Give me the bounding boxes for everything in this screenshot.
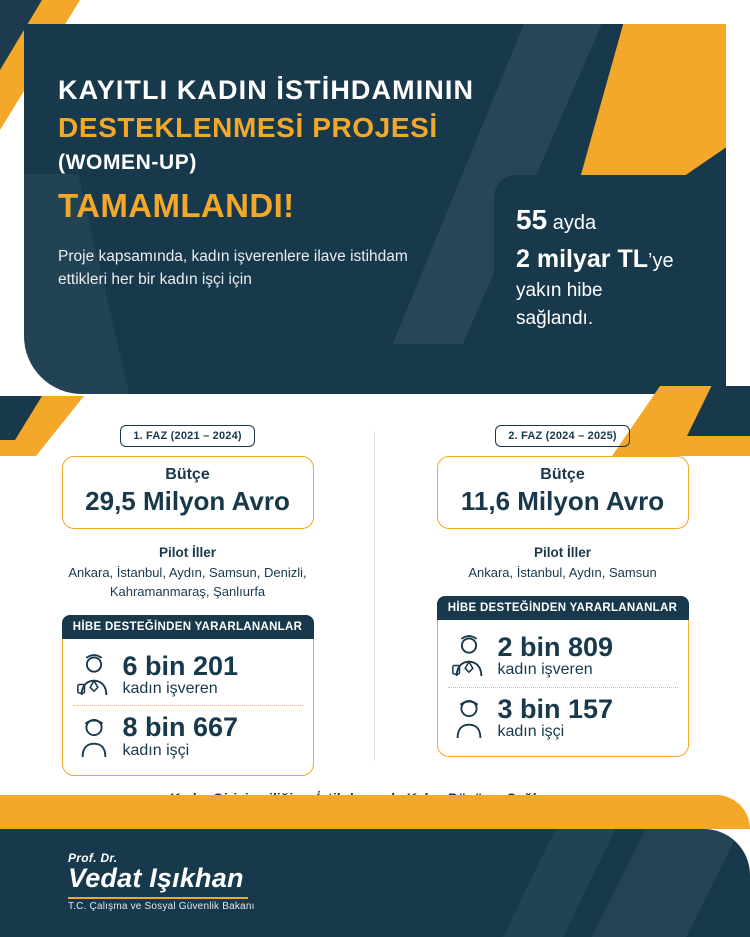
phase-1-row-workers [73,705,303,767]
phase-1-workers-count: 8 bin 667 [122,712,239,743]
phase-1-tag: 1. FAZ (2021 – 2024) [120,425,255,447]
footer-banner [0,829,750,937]
phase-2-grant-header: HİBE DESTEĞİNDEN YARARLANANLAR [437,596,689,620]
hero-title-line-3: (WOMEN-UP) [58,150,197,174]
phase-2-tag: 2. FAZ (2024 – 2025) [495,425,630,447]
grant-amount-line [516,241,706,277]
hero-title-line-4: TAMAMLANDI! [58,186,295,224]
grant-amount-value: 2 milyar TL [516,244,648,273]
grant-total-card [494,175,726,385]
phase-1-pilot-label: Pilot İller [158,545,216,560]
grant-duration-value: 55 [516,204,548,235]
woman-worker-icon [450,696,488,740]
phase-1-row-employers [73,645,303,706]
phase-2-row-employers [448,626,678,687]
phase-1-pilot-cities: Ankara, İstanbul, Aydın, Samsun, Denizli, Kahramanmaraş, Şanlıurfa [68,565,307,599]
phase-1-budget-value: 29,5 Milyon Avro [85,486,290,516]
hero-title-line-1: KAYITLI KADIN İSTİHDAMININ [58,75,475,105]
woman-worker-icon [75,715,113,759]
phase-1-workers-caption: kadın işçi [122,741,190,759]
phase-1-grant-header: HİBE DESTEĞİNDEN YARARLANANLAR [62,615,314,639]
grant-duration-unit: ayda [547,212,597,234]
signature-block [68,851,255,912]
phase-2-employers-count: 2 bin 809 [497,631,614,662]
grant-amount-desc-1: yakın hibe [516,280,603,302]
signature-underline [68,897,248,899]
phase-card-2 [375,425,750,785]
signature-name: Vedat Işıkhan [68,863,244,893]
signature-role: T.C. Çalışma ve Sosyal Güvenlik Bakanı [68,901,255,912]
phase-1-grant-body [62,639,314,776]
hero-text-block [58,74,528,291]
signature-prefix: Prof. Dr. [68,851,118,865]
phase-1-employers-count: 6 bin 201 [122,650,239,681]
phase-1-budget-label: Bütçe [165,466,210,483]
phase-2-budget-box [437,456,689,529]
phase-2-row-workers [448,687,678,749]
phase-1-budget-box [62,456,314,529]
phase-2-workers-count: 3 bin 157 [497,693,614,724]
grant-amount-desc-2: sağlandı. [516,307,594,329]
phase-2-pilot-cities: Ankara, İstanbul, Aydın, Samsun [468,565,657,580]
phases-section [0,425,750,785]
phase-2-budget-label: Bütçe [540,466,585,483]
phase-2-grant-body [437,620,689,757]
phase-2-workers-caption: kadın işçi [497,722,565,740]
phase-1-employers-caption: kadın işveren [122,680,218,698]
phase-card-1 [0,425,375,785]
woman-employer-icon [450,634,488,678]
grant-amount-suffix: ’ye [648,249,674,272]
phase-2-budget-value: 11,6 Milyon Avro [460,486,665,516]
hero-subtitle: Proje kapsamında, kadın işverenlere ilave istihdam ettikleri her bir kadın işçi için [58,247,408,288]
woman-employer-icon [75,653,113,697]
grant-duration-line [516,201,706,239]
hero-title-line-2: DESTEKLENMESİ PROJESİ [58,111,438,143]
phase-2-employers-caption: kadın işveren [497,661,593,679]
decor-footer-gold-bar [0,795,750,829]
phase-2-pilot-label: Pilot İller [533,545,591,560]
